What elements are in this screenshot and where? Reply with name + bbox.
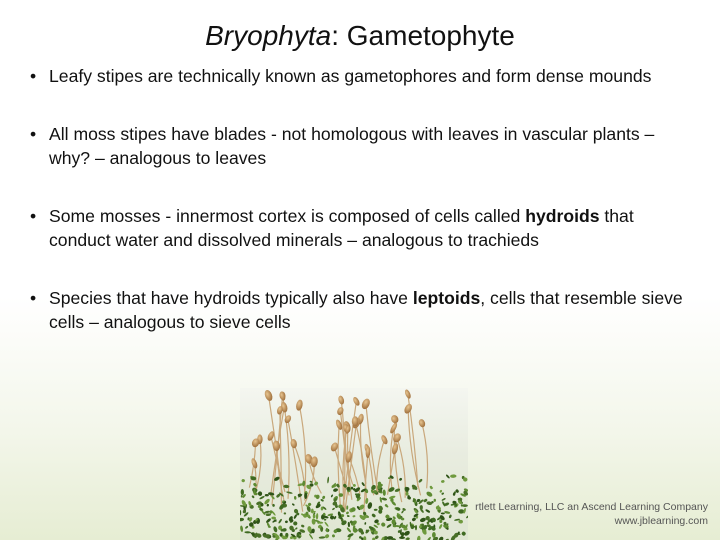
bullet-text: Some mosses - innermost cortex is composed of cells called	[49, 206, 526, 226]
title-rest: : Gametophyte	[331, 20, 515, 51]
slide-title	[0, 18, 720, 54]
bullet-dot: •	[30, 124, 37, 144]
bullet-text: Leafy stipes are technically known as gametophores and form dense mounds	[49, 66, 652, 86]
footer-website: www.jblearning.com	[614, 515, 708, 527]
title-genus: Bryophyta	[205, 20, 332, 51]
bullet-dot: •	[30, 288, 37, 308]
bullet-list	[30, 64, 690, 368]
bullet-text: Species that have hydroids typically also have	[49, 288, 413, 308]
moss-photo	[240, 388, 468, 540]
moss-illustration	[240, 388, 468, 540]
bullet-dot: •	[30, 206, 37, 226]
bullet-item	[30, 204, 690, 252]
bullet-text: , cells that resemble sieve cells – analogous to sieve cells	[49, 288, 683, 332]
bold-term: leptoids	[412, 288, 481, 308]
bullet-text: that conduct water and dissolved minerals – analogous to trachieds	[49, 206, 634, 250]
bold-term: hydroids	[525, 206, 600, 226]
footer-publisher: rtlett Learning, LLC an Ascend Learning Company	[475, 501, 708, 513]
bullet-dot: •	[30, 66, 37, 86]
bullet-item	[30, 286, 690, 334]
footer-credit	[448, 500, 708, 528]
bullet-item	[30, 122, 690, 170]
bullet-text: All moss stipes have blades - not homologous with leaves in vascular plants – why? – analogous to leaves	[49, 124, 655, 168]
moss-leaf	[313, 514, 316, 518]
bullet-item	[30, 64, 690, 88]
